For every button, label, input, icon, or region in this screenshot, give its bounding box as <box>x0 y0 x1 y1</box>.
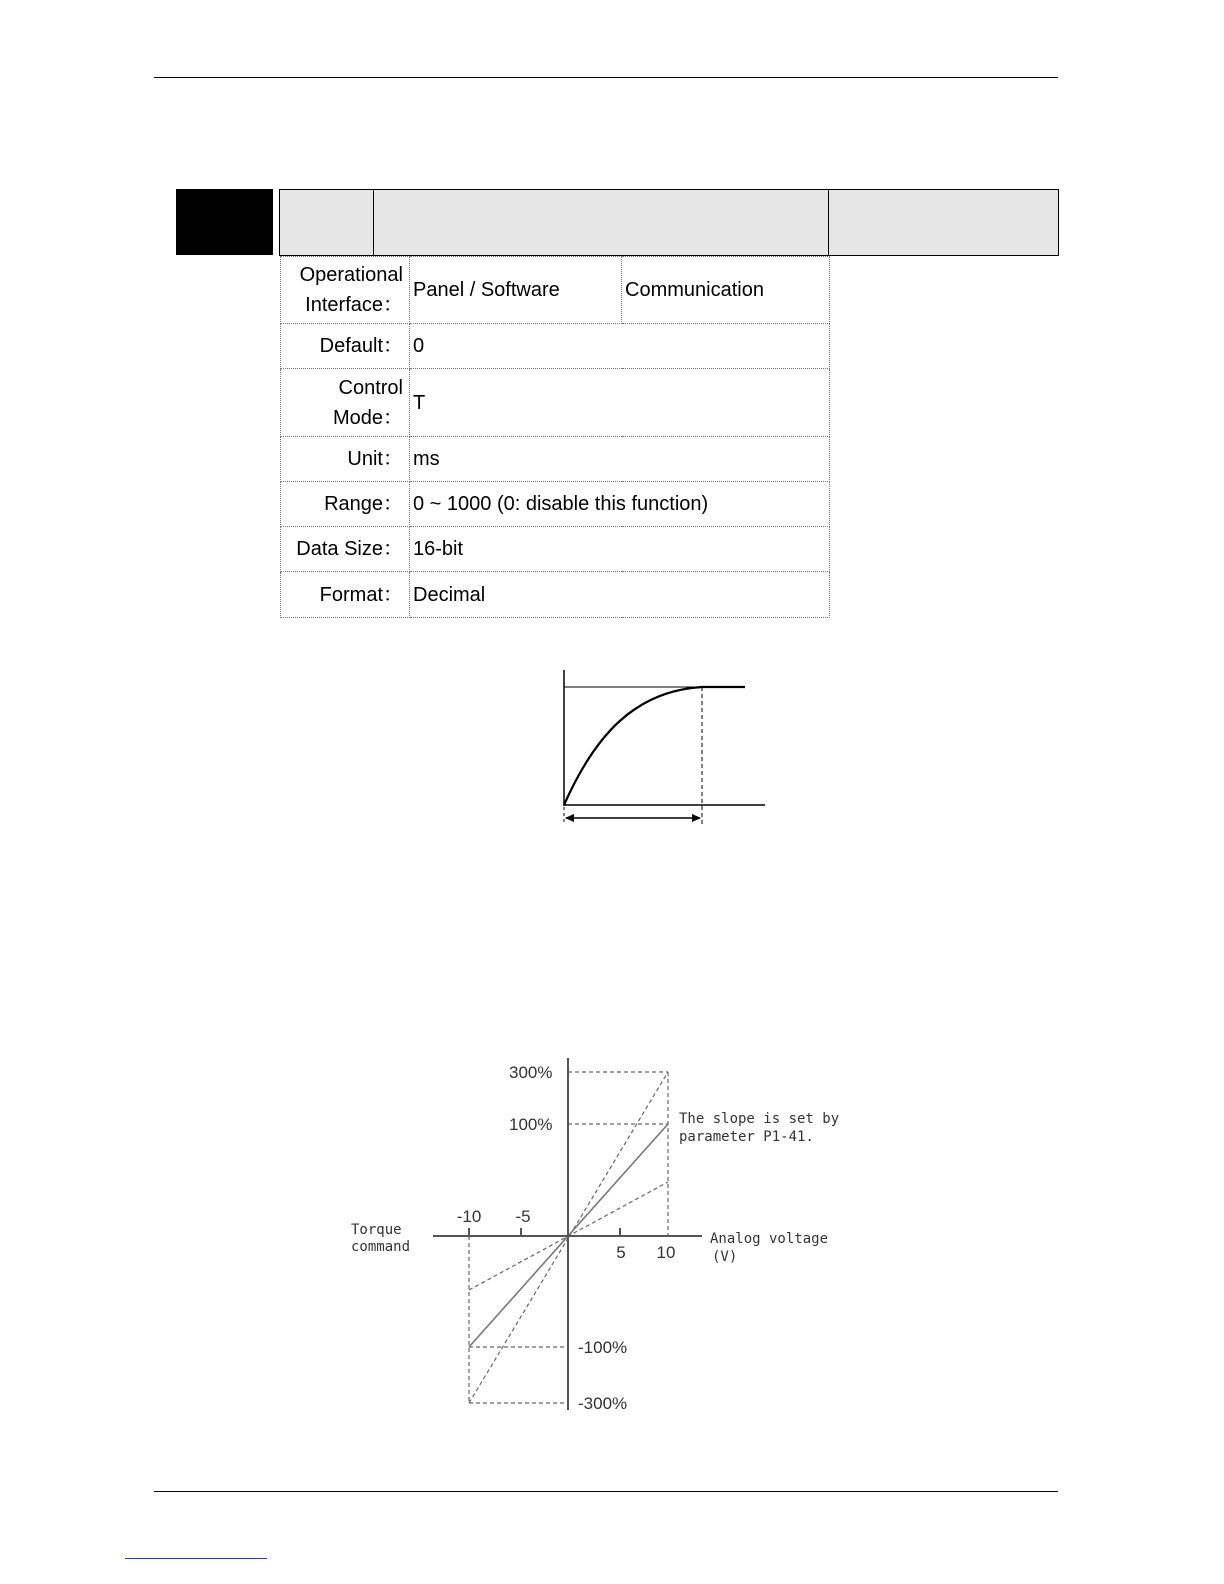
footer-rule <box>154 1491 1058 1492</box>
default-label: Default： <box>281 324 410 369</box>
format-value: Decimal <box>410 572 830 618</box>
torque-command-label-line2: command <box>351 1239 411 1255</box>
tick-label-10: 10 <box>656 1243 676 1262</box>
diagram-notes <box>351 1111 839 1265</box>
operational-interface-label: Operational Interface： <box>281 257 410 324</box>
format-label: Format： <box>281 572 410 618</box>
slope-note-line2: parameter P1-41. <box>679 1129 814 1145</box>
range-value: 0 ~ 1000 (0: disable this function) <box>410 482 830 527</box>
analog-voltage-label-line1: Analog voltage <box>710 1231 829 1247</box>
tick-label-neg10: -10 <box>456 1207 482 1226</box>
footer-link-underline[interactable] <box>125 1558 267 1559</box>
range-label: Range： <box>281 482 410 527</box>
tick-label-100: 100% <box>509 1115 553 1134</box>
communication-cell: Communication <box>622 257 830 324</box>
torque-command-label-line1: Torque <box>351 1222 402 1238</box>
axis-ticks <box>469 1228 620 1236</box>
slope-note-line1: The slope is set by <box>679 1111 840 1127</box>
tick-label-300: 300% <box>509 1063 553 1082</box>
default-value: 0 <box>410 324 830 369</box>
unit-label: Unit： <box>281 437 410 482</box>
tick-label-5: 5 <box>616 1243 626 1262</box>
tick-label-neg300: -300% <box>578 1394 628 1413</box>
tick-label-neg5: -5 <box>515 1207 531 1226</box>
panel-software-cell: Panel / Software <box>410 257 622 324</box>
control-mode-label: Control Mode： <box>281 369 410 437</box>
data-size-label: Data Size： <box>281 527 410 572</box>
analog-voltage-label-line2: (V) <box>712 1249 738 1265</box>
data-size-value: 16-bit <box>410 527 830 572</box>
control-mode-value: T <box>410 369 830 437</box>
unit-value: ms <box>410 437 830 482</box>
tick-label-neg100: -100% <box>578 1338 628 1357</box>
